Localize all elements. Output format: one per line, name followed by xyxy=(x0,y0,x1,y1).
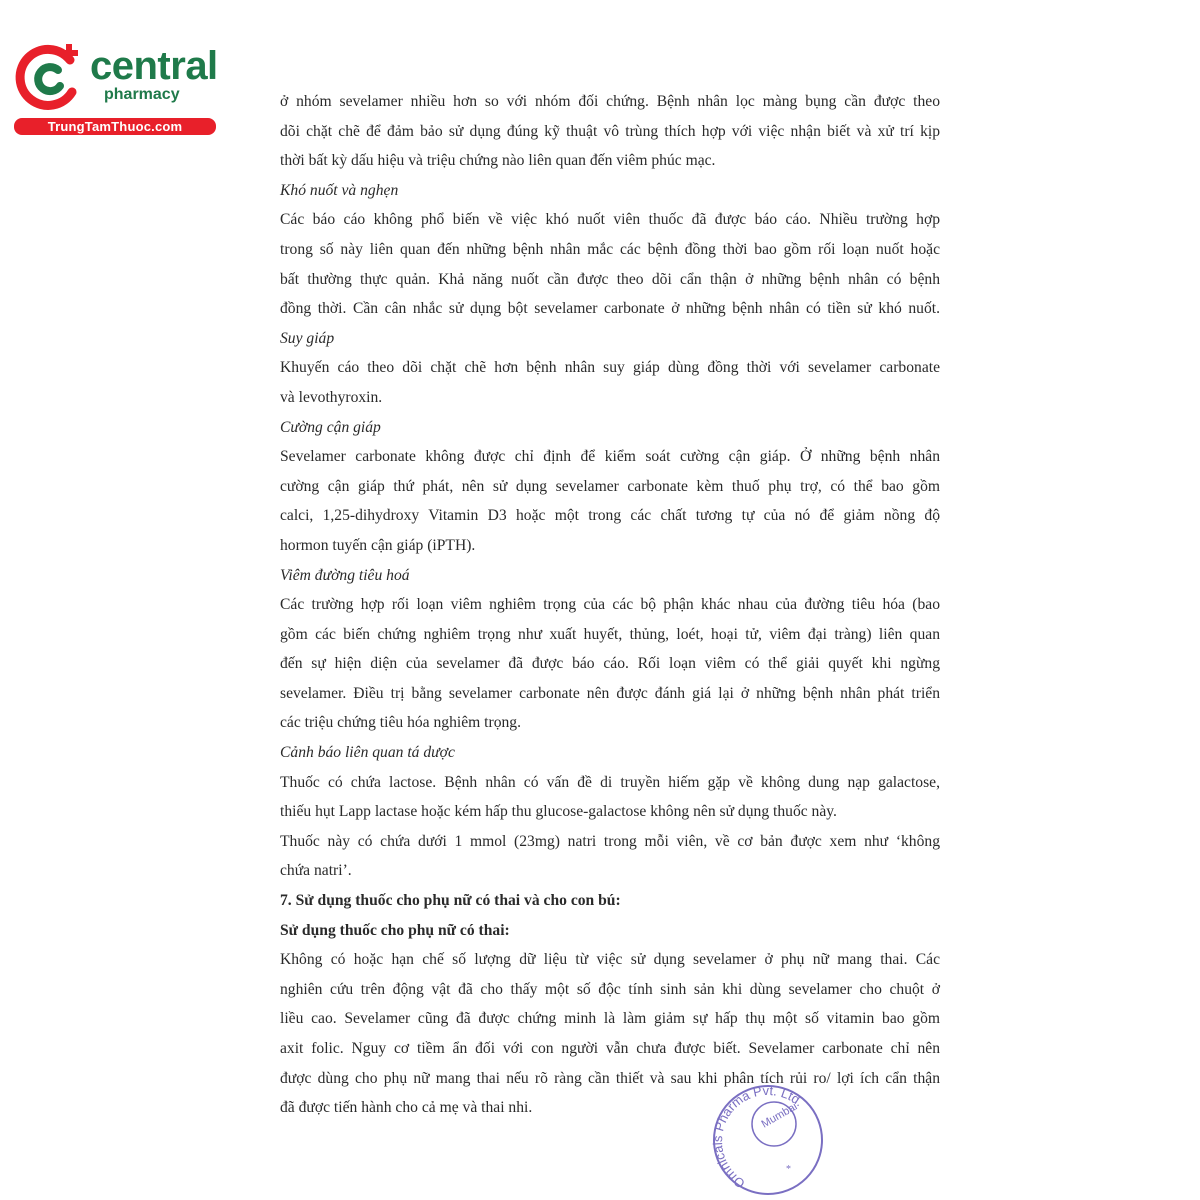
paragraph-line: Khuyến cáo theo dõi chặt chẽ hơn bệnh nhân suy giáp dùng đồng thời với sevelamer carbonate xyxy=(280,359,940,377)
paragraph-line: hormon tuyến cận giáp (iPTH). xyxy=(280,536,476,554)
paragraph-line: Các trường hợp rối loạn viêm nghiêm trọng của các bộ phận khác nhau của đường tiêu hóa (bao xyxy=(280,596,940,614)
paragraph-line: dõi chặt chẽ để đảm bảo sử dụng đúng kỹ thuật vô trùng thích hợp với việc nhận biết và xử trí kịp xyxy=(280,122,940,140)
paragraph-line: các triệu chứng tiêu hóa nghiêm trọng. xyxy=(280,714,521,732)
paragraph-line: bất thường thực quản. Khả năng nuốt cần được theo dõi cẩn thận ở những bệnh nhân có bệnh xyxy=(280,270,940,288)
paragraph-line: đồng thời. Cần cân nhắc sử dụng bột sevelamer carbonate ở những bệnh nhân có tiền sử khó nuốt. xyxy=(280,300,940,318)
stamp-star: * xyxy=(786,1164,791,1175)
section-heading: Sử dụng thuốc cho phụ nữ có thai: xyxy=(280,921,510,939)
paragraph-line: thiếu hụt Lapp lactase hoặc kém hấp thu glucose-galactose không nên sử dụng thuốc này. xyxy=(280,803,837,821)
central-pharmacy-logo xyxy=(8,36,218,136)
paragraph-line: nghiên cứu trên động vật đã cho thấy một số độc tính sinh sản khi dùng sevelamer cho chuột ở xyxy=(280,980,940,998)
paragraph-line: calci, 1,25-dihydroxy Vitamin D3 hoặc một trong các chất tương tự của nó để giảm nồng độ xyxy=(280,507,940,525)
logo-sub-text: pharmacy xyxy=(104,86,180,103)
section-subheading: Viêm đường tiêu hoá xyxy=(280,566,410,584)
section-subheading: Cường cận giáp xyxy=(280,418,381,436)
section-subheading: Suy giáp xyxy=(280,329,335,347)
paragraph-line: cường cận giáp thứ phát, nên sử dụng sevelamer carbonate kèm thuố phụ trợ, có thể bao gồm xyxy=(280,477,940,495)
pharmacy-cross-logo-icon xyxy=(10,40,86,116)
logo-site-banner: TrungTamThuoc.com xyxy=(14,118,216,135)
paragraph-line: trong số này liên quan đến những bệnh nhân mắc các bệnh đồng thời bao gồm rối loạn nuốt hoặc xyxy=(280,240,940,258)
paragraph-line: Sevelamer carbonate không được chỉ định để kiểm soát cường cận giáp. Ở những bệnh nhân xyxy=(280,448,940,466)
paragraph-line: Thuốc này có chứa dưới 1 mmol (23mg) natri trong mỗi viên, về cơ bản được xem như ‘không xyxy=(280,832,940,850)
paragraph-line: thời bất kỳ dấu hiệu và triệu chứng nào liên quan đến viêm phúc mạc. xyxy=(280,152,716,170)
section-subheading: Cảnh báo liên quan tá dược xyxy=(280,744,455,762)
paragraph-line: Thuốc có chứa lactose. Bệnh nhân có vấn đề di truyền hiếm gặp về không dung nạp galactose, xyxy=(280,773,940,791)
logo-brand-text: central xyxy=(90,44,218,88)
document-body xyxy=(280,87,940,1123)
stamp-ring-text: Omnicals Pharma Pvt. Ltd. xyxy=(709,1082,807,1192)
paragraph-line: axit folic. Nguy cơ tiềm ẩn đối với con người vẫn chưa được biết. Sevelamer carbonate chỉ nên xyxy=(280,1040,940,1057)
stamp-city-text: Mumbai xyxy=(759,1100,800,1131)
paragraph-line: gồm các biến chứng nghiêm trọng như xuất huyết, thủng, loét, hoại tử, viêm đại tràng) liên quan xyxy=(280,625,940,643)
paragraph-line: sevelamer. Điều trị bằng sevelamer carbonate nên được đánh giá lại ở những bệnh nhân phát triển xyxy=(280,684,940,702)
company-stamp xyxy=(708,1080,828,1195)
paragraph-line: chứa natri’. xyxy=(280,862,352,880)
paragraph-line: đã được tiến hành cho cả mẹ và thai nhi. xyxy=(280,1099,533,1117)
paragraph-line: và levothyroxin. xyxy=(280,388,383,406)
section-subheading: Khó nuốt và nghẹn xyxy=(280,181,399,199)
paragraph-line: được dùng cho phụ nữ mang thai nếu rõ ràng cần thiết và sau khi phân tích rủi ro/ lợi ích cẩn thận xyxy=(280,1069,940,1087)
section-heading: 7. Sử dụng thuốc cho phụ nữ có thai và cho con bú: xyxy=(280,892,621,910)
paragraph-line: ở nhóm sevelamer nhiều hơn so với nhóm đối chứng. Bệnh nhân lọc màng bụng cần được theo xyxy=(280,93,940,110)
paragraph-line: Các báo cáo không phổ biến về việc khó nuốt viên thuốc đã được báo cáo. Nhiều trường hợp xyxy=(280,211,940,229)
paragraph-line: liều cao. Sevelamer cũng đã được chứng minh là làm giảm sự hấp thụ một số vitamin bao gồm xyxy=(280,1010,940,1028)
paragraph-line: Không có hoặc hạn chế số lượng dữ liệu từ việc sử dụng sevelamer ở phụ nữ mang thai. Các xyxy=(280,951,940,969)
paragraph-line: đến sự hiện diện của sevelamer đã được báo cáo. Rối loạn viêm có thể giải quyết khi ngừng xyxy=(280,655,940,673)
